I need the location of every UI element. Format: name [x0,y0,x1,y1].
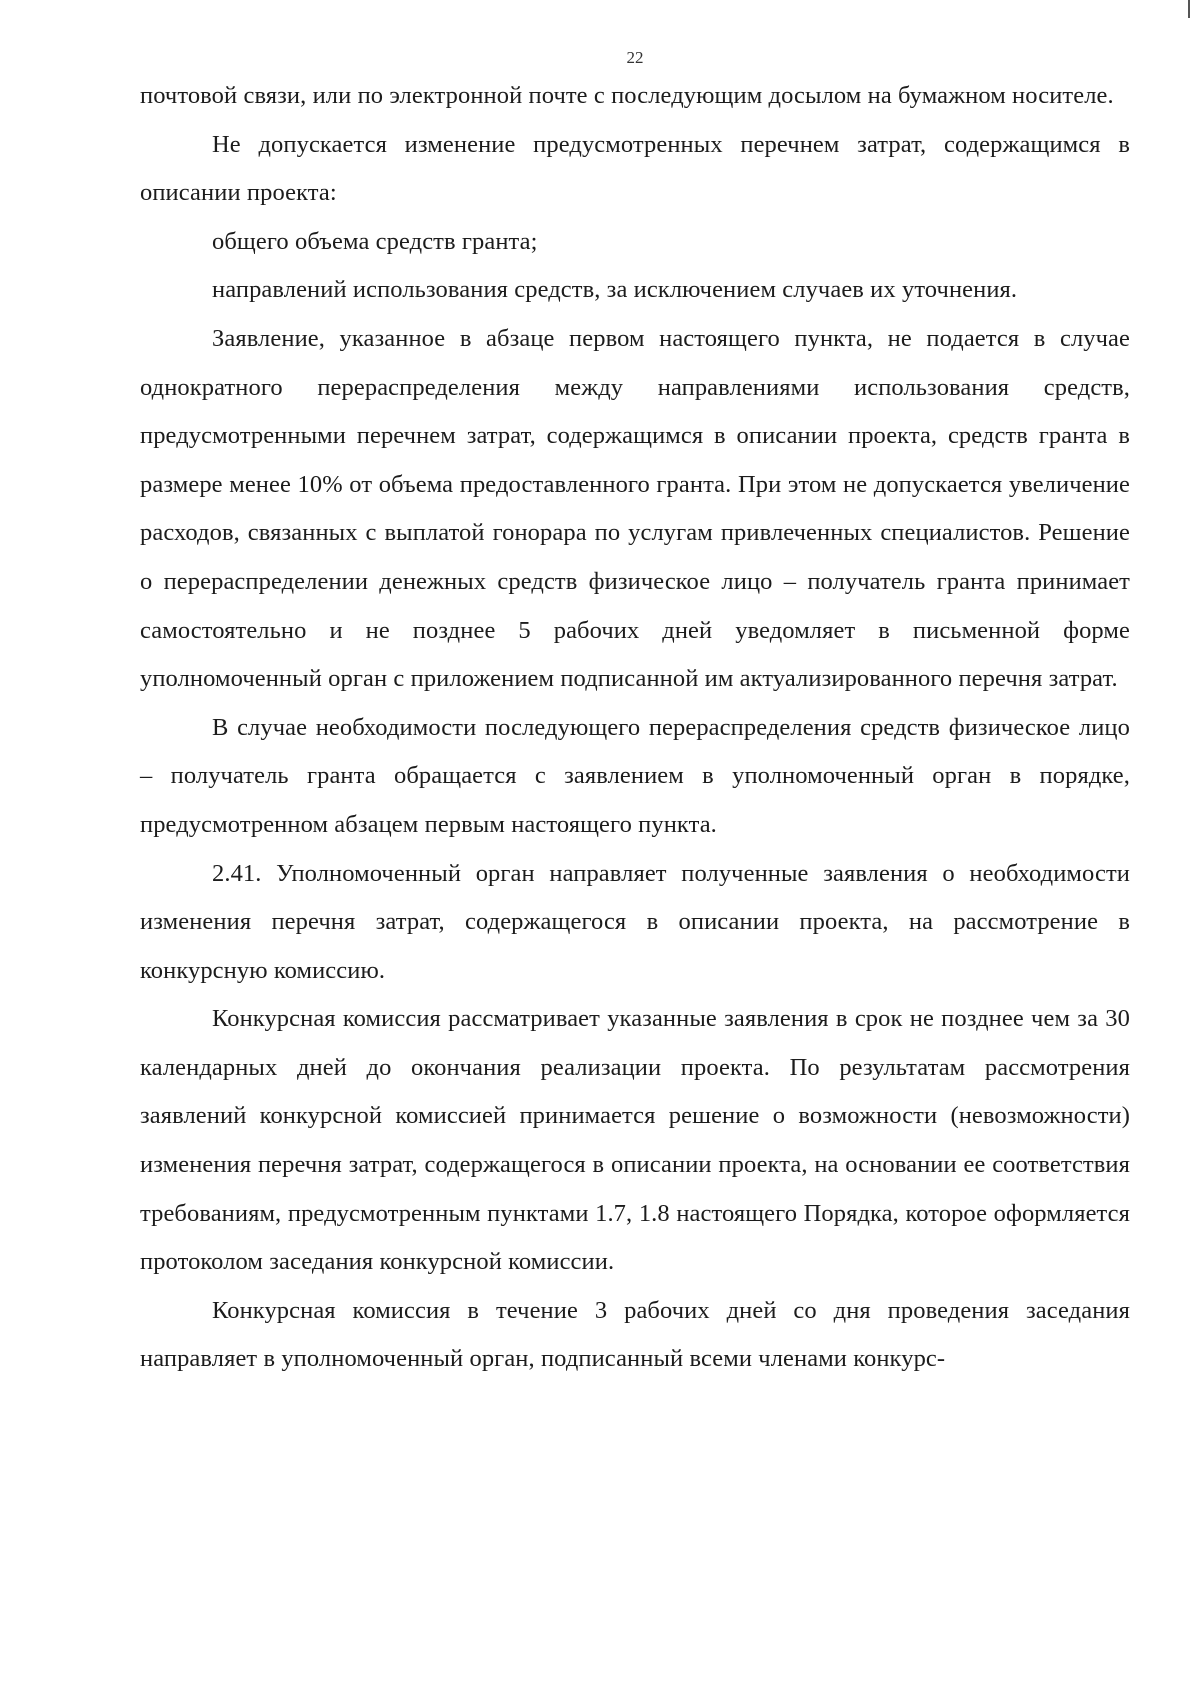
page-number: 22 [626,48,644,67]
paragraph: Не допускается изменение предусмотренных перечнем затрат, содержащимся в описании проекта: [140,130,1130,207]
paragraph: Конкурсная комиссия рассматривает указанные заявления в срок не позднее чем за 30 календарных дней до окончания реализации проекта. По результатам рассмотрения заявлений конкурсной комиссией принимается решение о возможности (невозможности) изменения перечня затрат, содержащегося в описании проекта, на основании ее соответствия требованиям, предусмотренным пунктами 1.7, 1.8 настоящего Порядка, которое оформляется протоколом заседания конкурсной комиссии. [140,1005,1130,1276]
scan-edge-mark [1188,0,1190,18]
paragraph: Заявление, указанное в абзаце первом настоящего пункта, не подается в случае однократного перераспределения между направлениями использования средств, предусмотренными перечнем затрат, содержащимся в описании проекта, средств гранта в размере менее 10% от объема предоставленного гранта. При этом не допускается увеличение расходов, связанных с выплатой гонорара по услугам привлеченных специалистов. Решение о перераспределении денежных средств физическое лицо – получатель гранта принимает самостоятельно и не позднее 5 рабочих дней уведомляет в письменной форме уполномоченный орган с приложением подписанной им актуализированного перечня затрат. [140,324,1130,693]
paragraph: общего объема средств гранта; [212,227,538,255]
body-text [140,72,1130,1384]
paragraph: В случае необходимости последующего перераспределения средств физическое лицо – получатель гранта обращается с заявлением в уполномоченный орган в порядке, предусмотренном абзацем первым настоящего пункта. [140,713,1130,838]
paragraph: направлений использования средств, за исключением случаев их уточнения. [212,276,1018,304]
paragraph: Конкурсная комиссия в течение 3 рабочих дней со дня проведения заседания направляет в уполномоченный орган, подписанный всеми членами конкурс- [140,1296,1130,1373]
paragraph-continuation: почтовой связи, или по электронной почте с последующим досылом на бумажном носителе. [140,82,1114,109]
paragraph-clause-2-41: 2.41. Уполномоченный орган направляет полученные заявления о необходимости изменения перечня затрат, содержащегося в описании проекта, на рассмотрение в конкурсную комиссию. [140,859,1130,984]
